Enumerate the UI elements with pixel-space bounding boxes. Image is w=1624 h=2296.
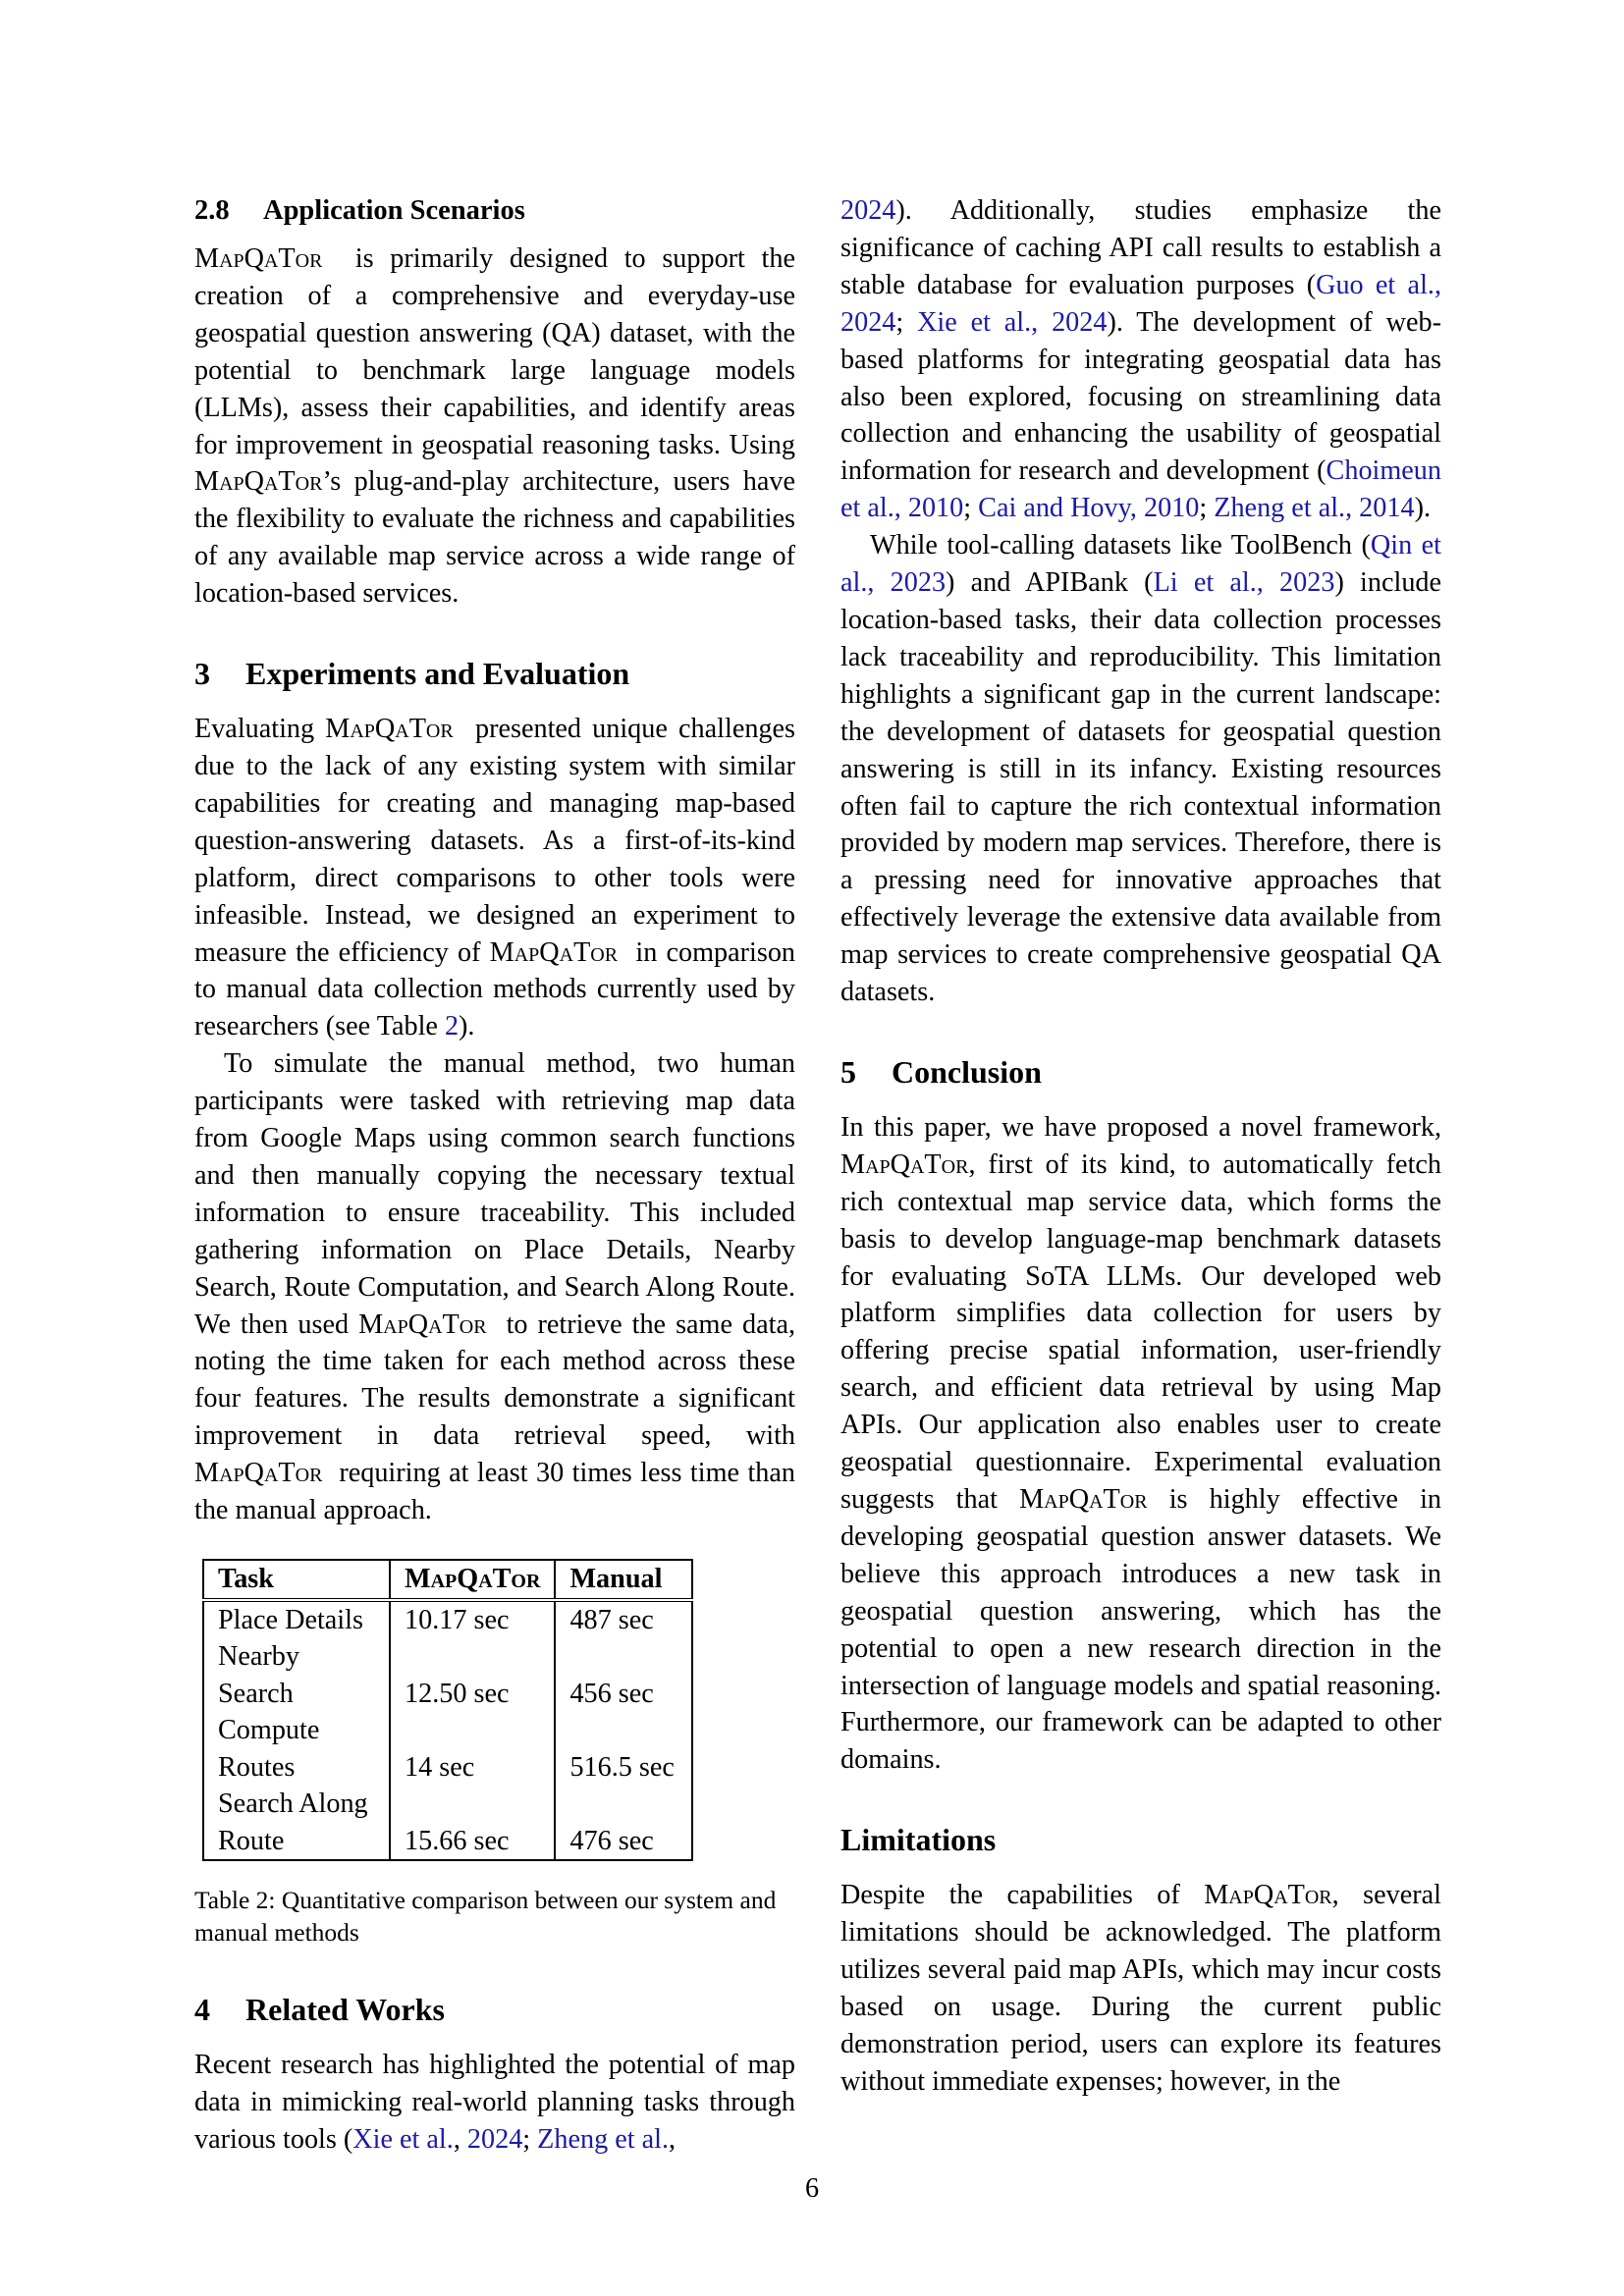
table-cell: 476 sec	[555, 1786, 692, 1860]
citation-link[interactable]: Zheng et al., 2014	[1214, 493, 1415, 524]
section-5-paragraph	[840, 1109, 1441, 1779]
table-cell: 487 sec	[555, 1600, 692, 1639]
brand-name: MapQaTor	[194, 466, 323, 498]
text-run: to retrieve the same data, noting the time taken for each method across these four features. The results demonstrate a significant improvement in data retrieval speed, with	[194, 1308, 795, 1452]
citation-link[interactable]: Guo et al., 2024	[840, 269, 1441, 338]
section-title: Application Scenarios	[263, 195, 525, 226]
table-cell: 10.17 sec	[390, 1600, 555, 1639]
brand-name: MapQaTor	[194, 1458, 323, 1489]
text-run: in comparison to manual data collection methods currently used by researchers (see Table	[194, 936, 796, 1042]
section-number: 2.8	[194, 195, 230, 226]
brand-name: MapQaTor	[358, 1308, 487, 1340]
text-run: ) and APIBank (	[946, 567, 1154, 599]
table-cell: Place Details	[203, 1600, 390, 1639]
text-run: is highly effective in developing geospatial question answer datasets. We believe this approach introduces a new task in geospatial question answering, which has the potential to open a new research direction in the intersection of language models and spatial reasoning. Furthermore, our framework can be adapted to other domains.	[840, 1484, 1441, 1776]
text-run: Recent research has highlighted the potential of map data in mimicking real-world planning tasks through various tools (	[194, 2050, 795, 2155]
table-cell: 14 sec	[390, 1712, 555, 1786]
table-reference-link[interactable]: 2	[444, 1011, 460, 1042]
table-cell: 516.5 sec	[555, 1712, 692, 1786]
table-row	[203, 1786, 692, 1860]
citation-link[interactable]: Choimeun et al., 2010	[840, 455, 1441, 524]
table-header-manual: Manual	[555, 1560, 692, 1600]
citation-link[interactable]: Zheng et al.	[537, 2123, 670, 2155]
citation-link[interactable]: 2024	[840, 195, 896, 226]
brand-name: MapQaTor	[194, 243, 323, 274]
right-column	[840, 192, 1441, 2101]
text-run: To simulate the manual method, two human participants were tasked with retrieving map data from Google Maps using common search functions and then manually copying the necessary textual information to ensure traceability. This included gathering information on Place Details, Nearby Search, Route Computation, and Search Along Route. We then used	[194, 1048, 795, 1340]
section-title: Experiments and Evaluation	[245, 656, 630, 692]
section-4-paragraph-1-start: Recent research has highlighted the potential of map data in mimicking real-world planning tasks through various tools (Xie et al., 2024; Zheng et al.,	[194, 2050, 795, 2155]
section-4-paragraph-1-cont: 2024). Additionally, studies emphasize the significance of caching API call results to establish a stable database for evaluation purposes (Guo et al., 2024; Xie et al., 2024). The development of web-based platforms for integrating geospatial data has also been explored, focusing on streamlining data collection and enhancing the usability of geospatial information for research and development (Choimeun et al., 2010; Cai and Hovy, 2010; Zheng et al., 2014).	[840, 195, 1441, 524]
text-run: ). The development of web-based platforms for integrating geospatial data has also been explored, focusing on streamlining data collection and enhancing the usability of geospatial information for research and development (	[840, 306, 1441, 487]
citation-link[interactable]: Xie et al.	[352, 2123, 454, 2155]
text-run: , several limitations should be acknowledged. The platform utilizes several paid map APIs, which may incur costs based on usage. During the current public demonstration period, users can explore its features without immediate expenses; however, in the	[840, 1880, 1441, 2097]
table-cell: 15.66 sec	[390, 1786, 555, 1860]
table-cell: 456 sec	[555, 1638, 692, 1712]
section-number: 3	[194, 656, 210, 692]
citation-link[interactable]: 2024	[466, 2123, 523, 2155]
brand-name: MapQaTor	[325, 714, 454, 745]
section-3-heading	[194, 652, 795, 695]
citation-link[interactable]: Xie et al., 2024	[917, 306, 1108, 338]
text-run: , first of its kind, to automatically fetch rich contextual map service data, which forms the basis to develop language-map benchmark datasets for evaluating SoTA LLMs. Our developed web platform simplifies data collection for users by offering precise spatial information, user-friendly search, and efficient data retrieval by using Map APIs. Our application also enables user to create geospatial questionnaire. Experimental evaluation suggests that	[840, 1148, 1441, 1515]
section-5-heading	[840, 1050, 1441, 1094]
section-2-8-heading	[194, 192, 795, 229]
section-4-paragraph-2	[840, 527, 1441, 1011]
section-2-8-paragraph	[194, 240, 795, 613]
citation-link[interactable]: Cai and Hovy, 2010	[978, 493, 1200, 524]
brand-name: MapQaTor	[840, 1148, 969, 1180]
table-row	[203, 1712, 692, 1786]
page-number: 6	[804, 2173, 820, 2204]
left-column	[194, 192, 795, 2159]
section-number: 4	[194, 1992, 210, 2027]
text-run: requiring at least 30 times less time than the manual approach.	[194, 1458, 795, 1526]
text-run: is primarily designed to support the creation of a comprehensive and everyday-use geospatial question answering (QA) dataset, with the potential to benchmark large language models (LLMs), assess their capabilities, and identify areas for improvement in geospatial reasoning tasks. Using	[194, 243, 795, 460]
table-cell: Nearby Search	[203, 1638, 390, 1712]
citation-link[interactable]: Qin et al., 2023	[840, 530, 1441, 599]
section-3-paragraph-1	[194, 711, 795, 1045]
section-4-heading	[194, 1988, 795, 2031]
text-run: ) include location-based tasks, their data collection processes lack traceability and reproducibility. This limitation highlights a significant gap in the current landscape: the development of datasets for geospatial question answering is still in its infancy. Existing resources often fail to capture the rich contextual information provided by modern map services. Therefore, there is a pressing need for innovative approaches that effectively leverage the extensive data available from map services to create comprehensive geospatial QA datasets.	[840, 567, 1442, 1008]
table-header-row	[203, 1560, 692, 1600]
section-title: Related Works	[245, 1992, 445, 2027]
text-run: Evaluating	[194, 714, 326, 745]
table-row	[203, 1638, 692, 1712]
section-number: 5	[840, 1053, 856, 1090]
limitations-paragraph	[840, 1877, 1441, 2100]
table-cell: Compute Routes	[203, 1712, 390, 1786]
text-run: ’s plug-and-play architecture, users have the flexibility to evaluate the richness and capabilities of any available map service across a wide range of location-based services.	[194, 466, 795, 610]
comparison-table	[202, 1559, 693, 1861]
table-header-mapqator: MapQaTor	[390, 1560, 555, 1600]
text-run: Despite the capabilities of	[840, 1880, 1205, 1911]
text-run: ).	[1414, 493, 1431, 524]
table-cell: 12.50 sec	[390, 1638, 555, 1712]
text-run: In this paper, we have proposed a novel framework,	[840, 1111, 1441, 1143]
section-title: Conclusion	[892, 1053, 1042, 1090]
limitations-heading: Limitations	[840, 1822, 997, 1858]
text-run: While tool-calling datasets like ToolBench (	[870, 530, 1371, 561]
brand-name: MapQaTor	[489, 936, 619, 968]
table-header-task: Task	[203, 1560, 390, 1600]
table-caption: Table 2: Quantitative comparison between our system and manual methods	[194, 1886, 777, 1947]
table-cell: Search Along Route	[203, 1786, 390, 1860]
text-run: presented unique challenges due to the lack of any existing system with similar capabilities for creating and managing map-based question-answering datasets. As a first-of-its-kind platform, direct comparisons to other tools were infeasible. Instead, we designed an experiment to measure the efficiency of	[194, 714, 795, 968]
table-row	[203, 1600, 692, 1639]
text-run: ). Additionally, studies emphasize the significance of caching API call results to establish a stable database for evaluation purposes (	[840, 195, 1441, 300]
brand-name: MapQaTor	[1204, 1880, 1332, 1911]
text-run: ).	[459, 1011, 475, 1042]
brand-name: MapQaTor	[1019, 1484, 1148, 1515]
section-3-paragraph-2	[194, 1045, 795, 1529]
citation-link[interactable]: Li et al., 2023	[1153, 567, 1335, 599]
